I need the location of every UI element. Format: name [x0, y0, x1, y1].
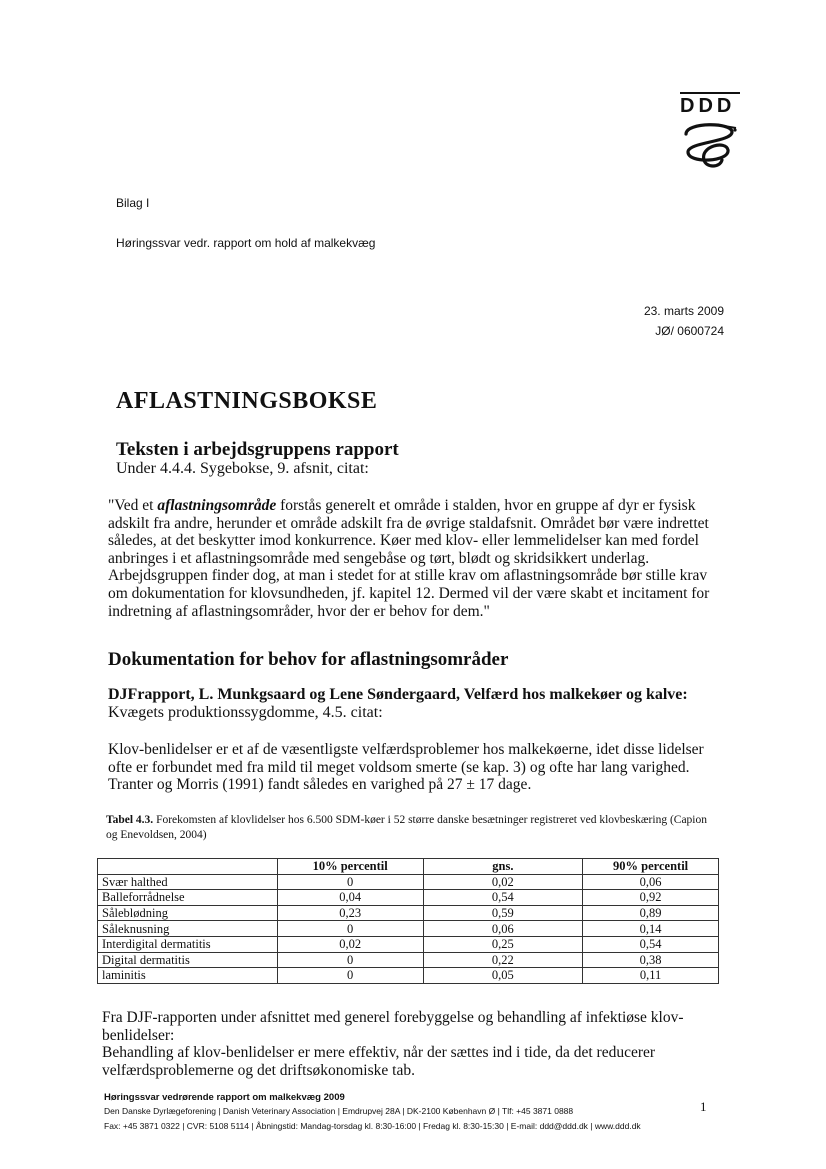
- cell-p10: 0: [277, 874, 423, 890]
- row-label: Interdigital dermatitis: [98, 936, 278, 952]
- table-row: [98, 890, 719, 906]
- cell-mean: 0,06: [423, 921, 583, 937]
- cell-p10: 0: [277, 921, 423, 937]
- cell-p10: 0,04: [277, 890, 423, 906]
- footer-address-line: Den Danske Dyrlægeforening | Danish Veterinary Association | Emdrupvej 28A | DK-2100 København Ø | Tlf: +45 3871 0888: [104, 1106, 574, 1116]
- cell-mean: 0,59: [423, 905, 583, 921]
- table-caption-text: Forekomsten af klovlidelser hos 6.500 SDM-køer i 52 større danske besætninger registreret ved klovbeskæring (Capion og Enevoldsen, 2004): [106, 814, 708, 841]
- cell-mean: 0,54: [423, 890, 583, 906]
- cell-p90: 0,11: [583, 968, 719, 984]
- row-label: Balleforrådnelse: [98, 890, 278, 906]
- table-header-p10: 10% percentil: [277, 859, 423, 875]
- cell-mean: 0,02: [423, 874, 583, 890]
- row-label: Svær halthed: [98, 874, 278, 890]
- table-row: [98, 921, 719, 937]
- page-title: AFLASTNINGSBOKSE: [116, 388, 378, 414]
- footer-contact-line: Fax: +45 3871 0322 | CVR: 5108 5114 | Åbningstid: Mandag-torsdag kl. 8:30-16:00 | Fredag kl. 8:30-15:30 | E-mail: ddd@ddd.dk | www.ddd.dk: [104, 1121, 641, 1131]
- cell-p90: 0,54: [583, 936, 719, 952]
- claw-disease-table: [97, 858, 719, 984]
- quote-rest: forstås generelt et område i stalden, hvor en gruppe af dyr er fysisk adskilt fra andre, herunder et område adskilt fra de øvrige staldafsnit. Området bør være indrettet således, at det beskytter imod konkurrence. Køer med klov- eller lemmelidelser kan med fordel anbringes i et aflastningsområde med sengebåse og tørt, blødt og skridsikkert underlag. Arbejdsgruppen finder dog, at man i stedet for at stille krav om aflastningsområde bør stille krav om dokumentation for klovsundheden, jf. kapitel 12. Dermed vil der være skabt et incitament for indretning af aflastningsområder, hvor der er behov for dem.": [108, 497, 710, 620]
- ddd-logo: [680, 92, 740, 181]
- table-row: [98, 874, 719, 890]
- table-row: [98, 952, 719, 968]
- closing-text: [102, 1009, 722, 1079]
- ddd-serpent-logo-icon: [680, 116, 740, 176]
- table-header-mean: gns.: [423, 859, 583, 875]
- letter-date: 23. marts 2009: [643, 304, 724, 318]
- page-number: 1: [700, 1099, 707, 1114]
- date-block: [644, 301, 724, 341]
- cell-p90: 0,06: [583, 874, 719, 890]
- table-header-empty: [98, 859, 278, 875]
- bilag-label: Bilag I: [116, 196, 150, 210]
- cell-p90: 0,92: [583, 890, 719, 906]
- section2-heading: Dokumentation for behov for aflastningsområder: [108, 649, 509, 670]
- row-label: Såleblødning: [98, 905, 278, 921]
- cell-p90: 0,14: [583, 921, 719, 937]
- closing-paragraph-1: Fra DJF-rapporten under afsnittet med generel forebyggelse og behandling af infektiøse klov-benlidelser:: [102, 1009, 684, 1044]
- djf-reference-title: DJFrapport, L. Munkgsaard og Lene Søndergaard, Velfærd hos malkekøer og kalve:: [108, 686, 688, 703]
- cell-mean: 0,05: [423, 968, 583, 984]
- row-label: Såleknusning: [98, 921, 278, 937]
- cell-p10: 0: [277, 968, 423, 984]
- cell-p10: 0,23: [277, 905, 423, 921]
- table-row: [98, 905, 719, 921]
- table-row: [98, 936, 719, 952]
- footer-title: Høringssvar vedrørende rapport om malkekvæg 2009: [104, 1092, 345, 1103]
- row-label: laminitis: [98, 968, 278, 984]
- closing-paragraph-2: Behandling af klov-benlidelser er mere effektiv, når der sættes ind i tide, da det reducerer velfærdsproblemerne og det driftsøkonomiske tab.: [102, 1044, 656, 1079]
- table-caption: [106, 813, 716, 843]
- cell-p90: 0,38: [583, 952, 719, 968]
- row-label: Digital dermatitis: [98, 952, 278, 968]
- logo-text: DDD: [680, 92, 740, 116]
- quote-start: "Ved et: [108, 497, 158, 514]
- quote-emphasis: aflastningsområde: [157, 497, 277, 514]
- report-quote: [108, 497, 730, 620]
- hoering-subject: Høringssvar vedr. rapport om hold af malkekvæg: [116, 236, 376, 250]
- cell-mean: 0,22: [423, 952, 583, 968]
- djf-reference-subtitle: Kvægets produktionssygdomme, 4.5. citat:: [108, 704, 383, 721]
- cell-p90: 0,89: [583, 905, 719, 921]
- table-row: [98, 968, 719, 984]
- letter-reference: JØ/ 0600724: [655, 324, 724, 338]
- cell-p10: 0,02: [277, 936, 423, 952]
- cell-p10: 0: [277, 952, 423, 968]
- djf-reference: [108, 686, 738, 722]
- table-header-p90: 90% percentil: [583, 859, 719, 875]
- section1-subheading: Under 4.4.4. Sygebokse, 9. afsnit, citat:: [116, 460, 369, 477]
- section1-heading: Teksten i arbejdsgruppens rapport: [116, 439, 399, 460]
- cell-mean: 0,25: [423, 936, 583, 952]
- claw-disease-paragraph: Klov-benlidelser er et af de væsentligste velfærdsproblemer hos malkekøerne, idet disse lidelser ofte er forbundet med fra mild til meget voldsom smerte (se kap. 3) og ofte har lang varighed. Tranter og Morris (1991) fandt således en varighed på 27 ± 17 dage.: [108, 741, 704, 793]
- table-caption-label: Tabel 4.3.: [106, 814, 154, 826]
- table-header-row: [98, 859, 719, 875]
